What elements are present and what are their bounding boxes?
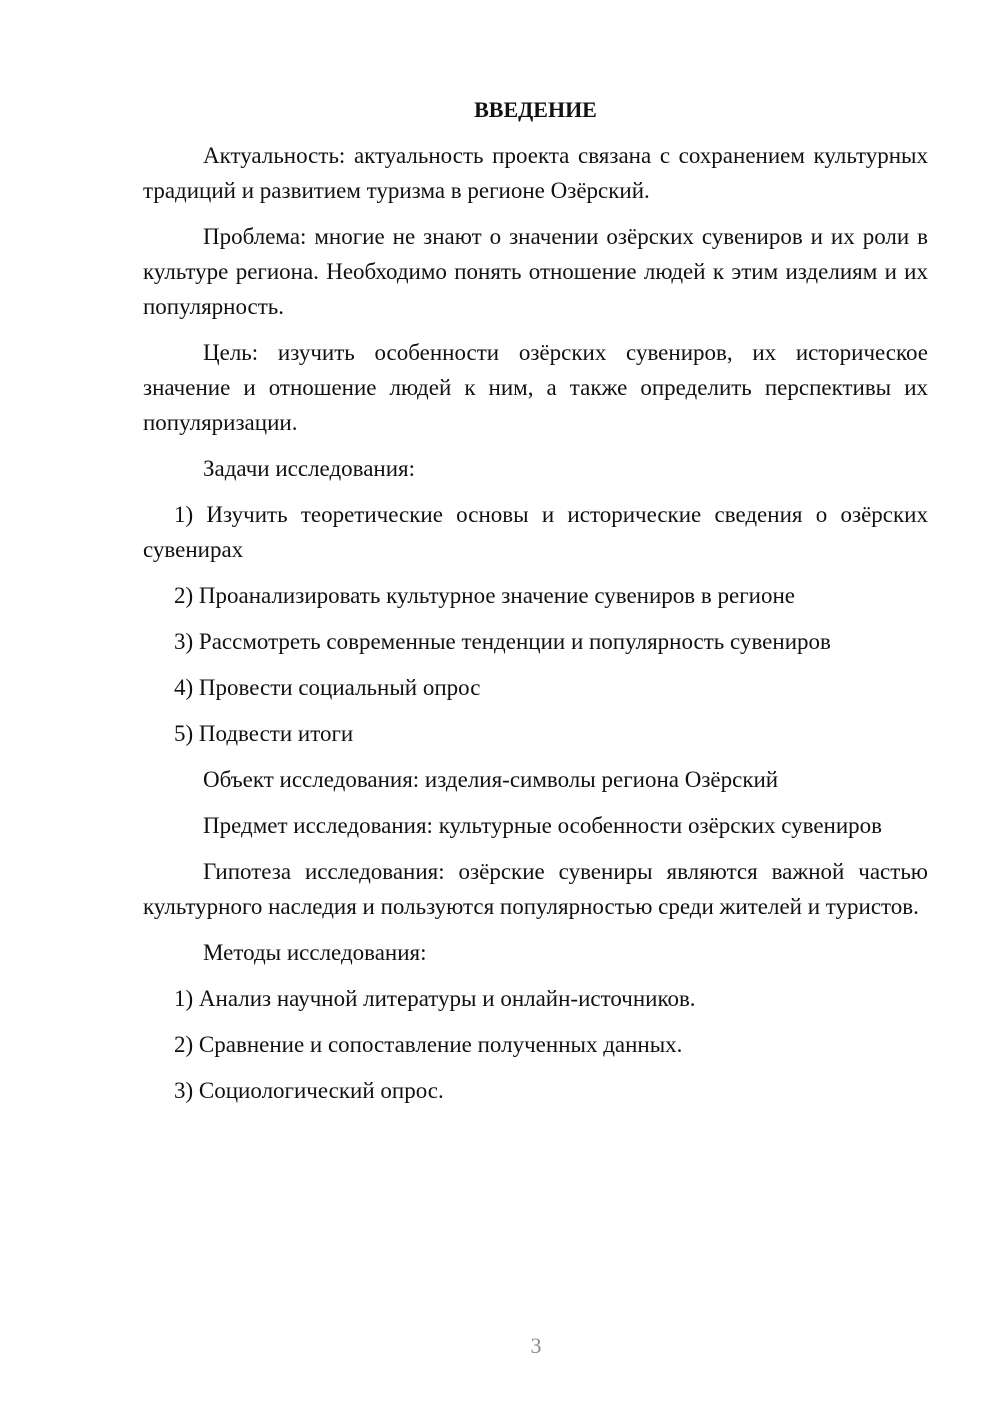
page-content (143, 95, 928, 1119)
task-item: 5) Подвести итоги (174, 721, 354, 746)
page-number: 3 (530, 1333, 542, 1358)
method-item: 2) Сравнение и сопоставление полученных данных. (174, 1032, 683, 1057)
methods-heading: Методы исследования: (203, 940, 427, 965)
task-item: 3) Рассмотреть современные тенденции и популярность сувениров (174, 629, 831, 654)
method-item: 1) Анализ научной литературы и онлайн-источников. (174, 986, 696, 1011)
relevance-paragraph: Актуальность: актуальность проекта связана с сохранением культурных традиций и развитием туризма в регионе Озёрский. (143, 143, 928, 203)
tasks-heading: Задачи исследования: (203, 456, 416, 481)
task-item: 1) Изучить теоретические основы и исторические сведения о озёрских сувенирах (143, 502, 928, 562)
hypothesis-paragraph: Гипотеза исследования: озёрские сувениры являются важной частью культурного наследия и пользуются популярностью среди жителей и туристов. (143, 859, 928, 919)
subject-paragraph: Предмет исследования: культурные особенности озёрских сувениров (203, 813, 883, 838)
goal-paragraph: Цель: изучить особенности озёрских сувениров, их историческое значение и отношение людей к ним, а также определить перспективы их популяризации. (143, 340, 928, 435)
object-paragraph: Объект исследования: изделия-символы региона Озёрский (203, 767, 779, 792)
task-item: 4) Провести социальный опрос (174, 675, 481, 700)
method-item: 3) Социологический опрос. (174, 1078, 444, 1103)
section-title: ВВЕДЕНИЕ (474, 97, 597, 122)
problem-paragraph: Проблема: многие не знают о значении озёрских сувениров и их роли в культуре региона. Необходимо понять отношение людей к этим изделиям и их популярность. (143, 224, 928, 319)
task-item: 2) Проанализировать культурное значение сувениров в регионе (174, 583, 795, 608)
